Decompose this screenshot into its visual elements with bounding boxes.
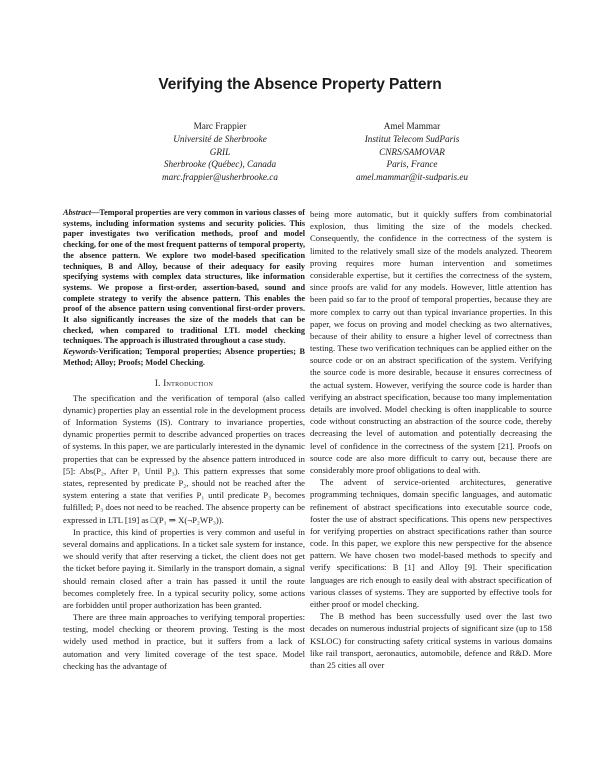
keywords-text: -Verification; Temporal properties; Absence properties; B Method; Alloy; Proofs; Model Checking. <box>63 347 305 367</box>
author-email: amel.mammar@it-sudparis.eu <box>355 172 469 183</box>
body-paragraph: In practice, this kind of properties is very common and useful in several domains and applications. In a ticket sale system for instance, we should verify that after reserving a ticket, the client does not get the ticket before paying it. Similarly in the transport domain, a signal should remain closed after a train has passed it until the route becomes completely free. In a typical security policy, some actions are forbidden until proper authorization has been granted. <box>63 526 305 610</box>
author-group: CNRS/SAMOVAR <box>379 146 445 157</box>
left-column <box>63 208 305 672</box>
section-title: Introduction <box>163 377 214 388</box>
author-location: Paris, France <box>386 159 438 170</box>
author-affiliation: Université de Sherbrooke <box>173 133 267 144</box>
section-heading <box>63 377 305 389</box>
keywords <box>63 347 305 368</box>
abstract-label: Abstract <box>63 208 92 217</box>
author-group: GRIL <box>209 146 231 157</box>
paper-title: Verifying the Absence Property Pattern <box>158 76 442 93</box>
body-paragraph: being more automatic, but it quickly suffers from combinatorial explosion, thus limiting the size of the models checked. Consequently, the confidence in the correctness of the system is limited to the relatively small size of the models analyzed. Theorem proving requires more human intervention and sometimes considerable expertise, but it certifies the correctness of the system, since proofs are valid for any models. However, little attention has been paid so far to the proof of temporal properties, because they are more complex to carry out than typical invariance properties. In this paper, we focus on proving and model checking as two alternatives, because of their ability to ensure a higher level of correctness than testing. These two verification techniques can be applied either on the source code or on an abstract specification of the system. Verifying the source code is more desirable, because it ensures correctness of the actual system. However, verifying the source code is harder than verifying an abstract specification, because too many implementation details are involved. Model checking is often inapplicable to source code without constructing an abstraction of the source code, thereby decreasing the level of automation and potentially decreasing the level of confidence in the correctness of the system [21]. Proofs on source code are also more difficult to carry out, because there are considerably more proof obligations to deal with. <box>310 209 552 475</box>
body-paragraph: There are three main approaches to verifying temporal properties: testing, model checking or theorem proving. Testing is the most widely used method in practice, but it suffers from a lack of automation and very limited coverage of the test space. Model checking has the advantage of <box>63 612 305 671</box>
author-location: Sherbrooke (Québec), Canada <box>163 159 277 170</box>
body-paragraph: The specification and the verification of temporal (also called dynamic) properties play an essential role in the development process of Information Systems (IS). Contrary to invariance properties, dynamic properties permit to describe advanced properties on traces of systems. In this paper, we are particularly interested in the dynamic properties that can be expressed by the absence pattern introduced in [5]: Abs(P₂, After P₁ Until P₃). This pattern expresses that some states, represented by predicate P₂, should not be reached after the system entering a state that verifies P₁ until predicate P₃ becomes fulfilled; P₃ does not need to be reached. The absence property can be expressed in LTL [19] as □(P₁ ⇒ X(¬P₂WP₃)). <box>63 392 305 525</box>
author-email: marc.frappier@usherbrooke.ca <box>162 172 278 183</box>
body-paragraph: The advent of service-oriented architectures, generative programming techniques, domain specific languages, and automatic refinement of abstract specifications into executable source code, foster the use of abstract specifications. This opens new perspectives for verifying properties on abstract specifications rather than source code. In this paper, we explore this new perspective for the absence pattern. We have chosen two model-based methods to specify and verify specifications: B [1] and Alloy [9]. Their specification languages are rich enough to easily deal with abstract specification of various classes of systems. They are supported by effective tools for either proof or model checking. <box>310 477 552 609</box>
section-number: I. <box>154 377 161 388</box>
author-affiliation: Institut Telecom SudParis <box>364 133 460 144</box>
abstract <box>63 208 305 347</box>
keywords-label: Keywords <box>63 347 96 357</box>
author-name: Amel Mammar <box>383 121 441 131</box>
abstract-text: —Temporal properties are very common in various classes of systems, including information systems and security policies. This paper investigates two verification methods, proof and model checking, for one of the most frequent patterns of temporal property, the absence pattern. We explore two model-based specification techniques, B and Alloy, because of their adequacy for easily specifying systems with complex data structures, like information systems. We propose a first-order, assertion-based, sound and complete strategy to verify the absence pattern. This enables the proof of the absence pattern using conventional first-order provers. It also significantly increases the size of the models that can be checked, when compared to traditional LTL model checking techniques. The approach is illustrated throughout a case study. <box>63 208 305 346</box>
right-column <box>310 208 552 671</box>
author-block-2 <box>297 120 527 184</box>
body-paragraph: The B method has been successfully used over the last two decades on numerous industrial projects of significant size (up to 158 KSLOC) for constructing safety critical systems in various domains like rail transport, aeronautics, automobile, defence and R&D. More than 25 cities all over <box>310 611 552 670</box>
author-name: Marc Frappier <box>193 121 247 131</box>
